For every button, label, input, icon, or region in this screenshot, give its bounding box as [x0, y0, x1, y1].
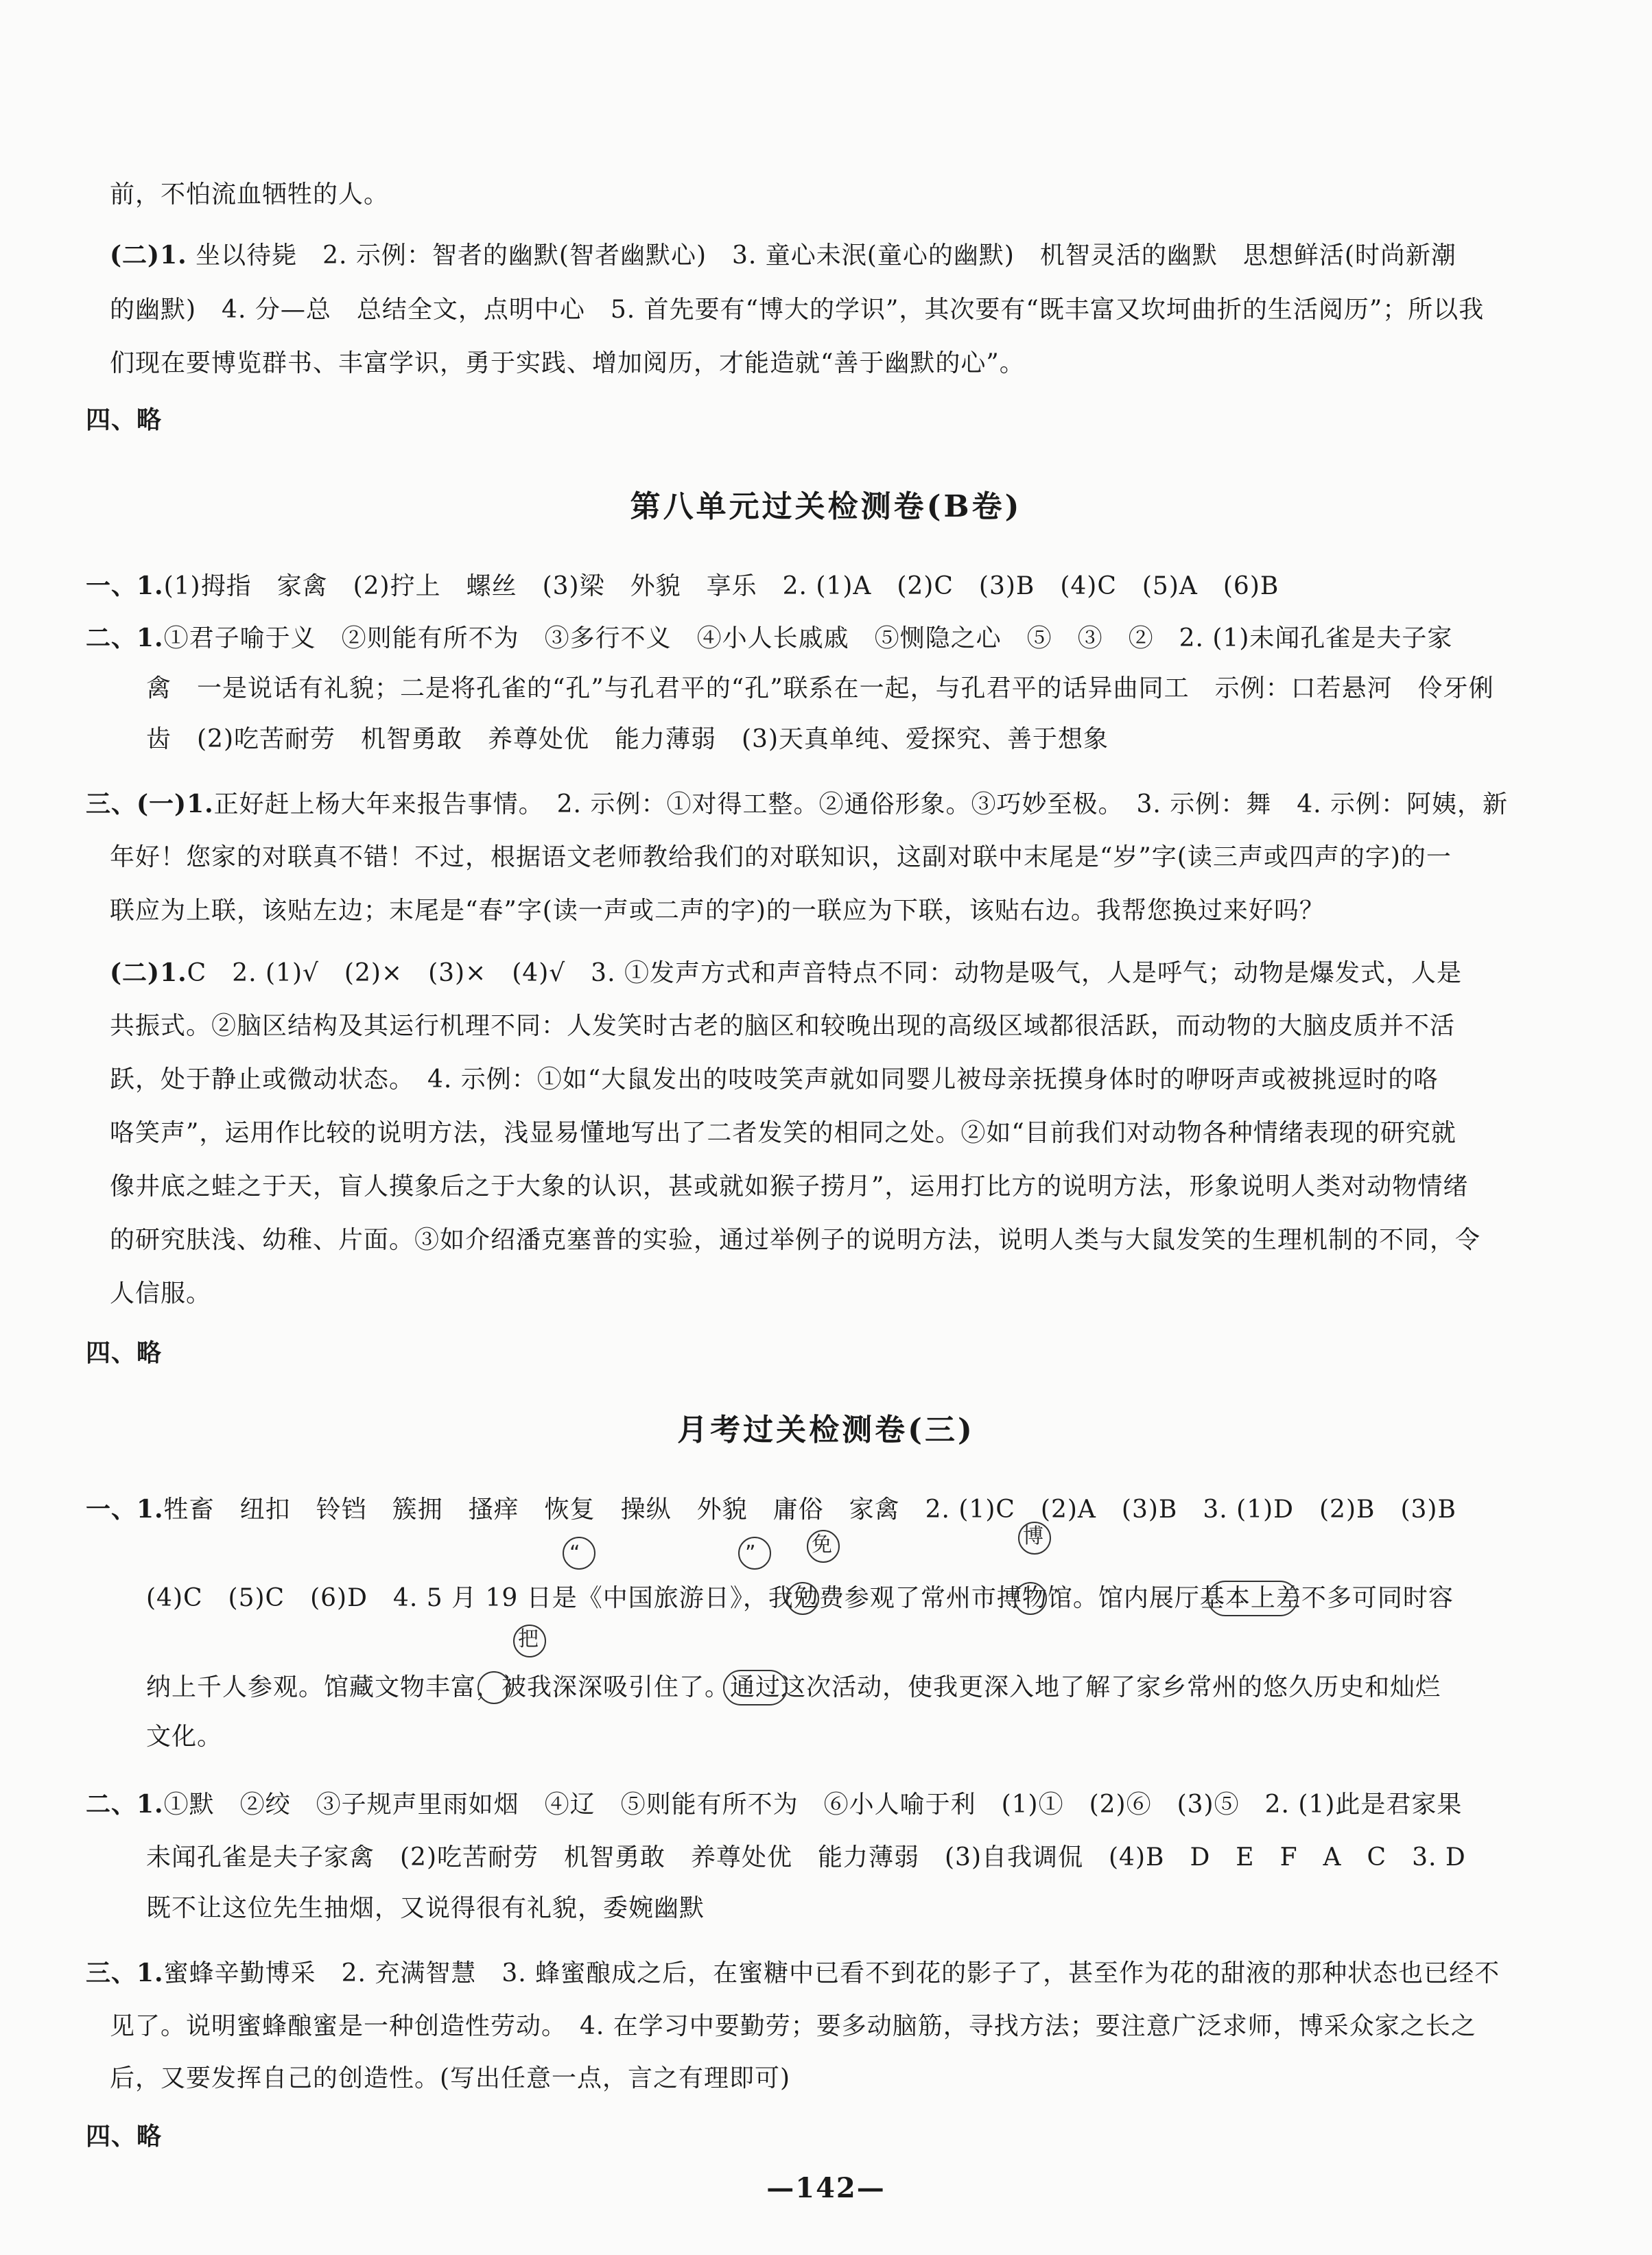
text-line — [86, 1789, 1462, 1820]
correction-mark-quote-open: “ — [569, 1542, 580, 1566]
text-line: 见了。说明蜜蜂酿蜜是一种创造性劳动。 4. 在学习中要勤劳；要多动脑筋，寻找方法；要注意广泛求师，博采众家之长之 — [110, 2012, 1476, 2040]
item-text: ①默 ②绞 ③子规声里雨如烟 ④辽 ⑤则能有所不为 ⑥小人喻于利 (1)① (2)⑥ (3)⑤ 2. (1)此是君家果 — [163, 1791, 1463, 1819]
correction-mark-mian: 免 — [812, 1533, 832, 1557]
page-number: —142— — [766, 2172, 886, 2204]
circle-mark-mian — [786, 1582, 819, 1615]
circled-word: 基本上 — [1199, 1584, 1276, 1612]
text-line: 联应为上联，该贴左边；末尾是“春”字(读一声或二声的字)的一联应为下联，该贴右边。我帮您换过来好吗？ — [110, 897, 1325, 925]
text-line — [110, 958, 1462, 989]
text-line: 们现在要博览群书、丰富学识，勇于实践、增加阅历，才能造就“善于幽默的心”。 — [110, 349, 1025, 377]
text-line — [110, 240, 1456, 271]
text-line — [86, 623, 1452, 654]
item-text: 蜜蜂辛勤博采 2. 充满智慧 3. 蜂蜜酿成之后，在蜜糖中已看不到花的影子了，甚至作为花的甜液的那种状态也已经不 — [163, 1959, 1500, 1987]
correction-mark-quote-close: ” — [745, 1542, 756, 1566]
text-line: 共振式。②脑区结构及其运行机理不同：人发笑时古老的脑区和较晚出现的高级区域都很活跃，而动物的大脑皮质并不活 — [110, 1012, 1456, 1040]
item-text: (1)拇指 家禽 (2)拧上 螺丝 (3)梁 外貌 享乐 2. (1)A (2)C (3)B (4)C (5)A (6)B — [163, 572, 1279, 600]
text-line — [86, 1494, 1456, 1525]
section-title: 第八单元过关检测卷(B卷) — [630, 489, 1022, 524]
item-text: (4)C (5)C (6)D 4. 5 月 19 日是 — [146, 1584, 578, 1612]
text-line: 齿 (2)吃苦耐劳 机智勇敢 养尊处优 能力薄弱 (3)天真单纯、爱探究、善于想象 — [146, 725, 1109, 753]
text-line: 未闻孔雀是夫子家禽 (2)吃苦耐劳 机智勇敢 养尊处优 能力薄弱 (3)自我调侃 (4)B D E F A C 3. D — [146, 1843, 1466, 1872]
item-text: 牲畜 纽扣 铃铛 簇拥 搔痒 恢复 操纵 外貌 庸俗 家禽 2. (1)C (2)A (3)B 3. (1)D (2)B (3)B — [163, 1496, 1456, 1524]
item-text: 我深深吸引住了。 — [527, 1673, 731, 1701]
item-text: 差不多可同时容 — [1275, 1584, 1454, 1612]
item-text: 纳上千人参观。馆藏文物丰富， — [146, 1673, 502, 1701]
text-line: 人信服。 — [110, 1279, 212, 1308]
item-label: (二)1. — [110, 958, 187, 987]
text-line: 文化。 — [146, 1723, 223, 1751]
circled-char-bei: 被 — [502, 1673, 528, 1701]
item-text: 物馆。馆内展厅 — [1022, 1584, 1200, 1612]
text-line: 年好！您家的对联真不错！不过，根据语文老师教给我们的对联知识，这副对联中末尾是“岁”字(读三声或四声的字)的一 — [110, 843, 1452, 871]
circled-char-bo: 搏 — [996, 1584, 1022, 1612]
item-text: C 2. (1)√ (2)× (3)× (4)√ 3. ①发声方式和声音特点不同：动物是吸气，人是呼气；动物是爆发式，人是 — [187, 959, 1462, 987]
circle-mark-tongguo — [723, 1670, 788, 1705]
section-label: 四、略 — [86, 1338, 163, 1367]
circled-char-mian: 勉 — [793, 1584, 819, 1612]
item-label: 一、1. — [86, 1495, 164, 1524]
item-label: 二、1. — [86, 1790, 164, 1819]
item-label: 二、1. — [86, 624, 164, 652]
item-text: 这次活动，使我更深入地了解了家乡常州的悠久历史和灿烂 — [781, 1673, 1441, 1701]
circle-mark-bei — [477, 1671, 510, 1704]
text-line: 前，不怕流血牺牲的人。 — [110, 180, 390, 209]
item-text: 中国旅游日 — [602, 1584, 730, 1612]
text-line — [86, 1958, 1500, 1989]
text-line — [86, 571, 1279, 602]
item-text: ，我 — [742, 1584, 794, 1612]
correction-mark-bo: 博 — [1023, 1524, 1043, 1548]
item-label: 一、1. — [86, 571, 164, 600]
correction-line — [146, 1673, 1441, 1703]
text-line — [86, 789, 1508, 820]
correction-mark-ba: 把 — [518, 1627, 539, 1651]
corrected-quote-open: 《 — [577, 1584, 603, 1612]
corrected-quote-close: 》 — [729, 1584, 743, 1612]
section-label: 四、略 — [86, 405, 163, 434]
text-line: 的研究肤浅、幼稚、片面。③如介绍潘克塞普的实验，通过举例子的说明方法，说明人类与大鼠发笑的生理机制的不同，令 — [110, 1226, 1481, 1254]
item-label: (二)1. — [110, 241, 187, 270]
text-line: 跃，处于静止或微动状态。 4. 示例：①如“大鼠发出的吱吱笑声就如同婴儿被母亲抚摸身体时的咿呀声或被挑逗时的咯 — [110, 1065, 1439, 1094]
item-label: 三、(一)1. — [86, 790, 214, 818]
item-text: 正好赶上杨大年来报告事情。 2. 示例：①对得工整。②通俗形象。③巧妙至极。 3. 示例：舞 4. 示例：阿姨，新 — [213, 790, 1509, 818]
item-text: 坐以待毙 2. 示例：智者的幽默(智者幽默心) 3. 童心未泯(童心的幽默) 机智灵活的幽默 思想鲜活(时尚新潮 — [196, 241, 1456, 270]
item-text: 费参观了常州市 — [818, 1584, 997, 1612]
text-line: 像井底之蛙之于天，盲人摸象后之于大象的认识，甚或就如猴子捞月”，运用打比方的说明方法，形象说明人类对动物情绪 — [110, 1172, 1469, 1201]
section-label: 四、略 — [86, 2122, 163, 2151]
circle-mark-jibenshang — [1207, 1581, 1298, 1616]
text-line: 的幽默) 4. 分—总 总结全文，点明中心 5. 首先要有“博大的学识”，其次要有“既丰富又坎坷曲折的生活阅历”；所以我 — [110, 296, 1485, 324]
text-line: 后，又要发挥自己的创造性。(写出任意一点，言之有理即可) — [110, 2064, 791, 2092]
text-line: 禽 一是说话有礼貌；二是将孔雀的“孔”与孔君平的“孔”联系在一起，与孔君平的话异曲同工 示例：口若悬河 伶牙俐 — [146, 674, 1494, 703]
circled-word-tongguo: 通过 — [730, 1673, 781, 1701]
text-line: 既不让这位先生抽烟，又说得很有礼貌，委婉幽默 — [146, 1894, 705, 1922]
item-text: ①君子喻于义 ②则能有所不为 ③多行不义 ④小人长戚戚 ⑤恻隐之心 ⑤ ③ ② 2. (1)未闻孔雀是夫子家 — [163, 624, 1453, 652]
circle-mark-bo — [1014, 1582, 1047, 1615]
section-title: 月考过关检测卷(三) — [677, 1413, 975, 1448]
text-line: 咯笑声”，运用作比较的说明方法，浅显易懂地写出了二者发笑的相同之处。②如“目前我们对动物各种情绪表现的研究就 — [110, 1119, 1456, 1147]
item-label: 三、1. — [86, 1959, 164, 1987]
